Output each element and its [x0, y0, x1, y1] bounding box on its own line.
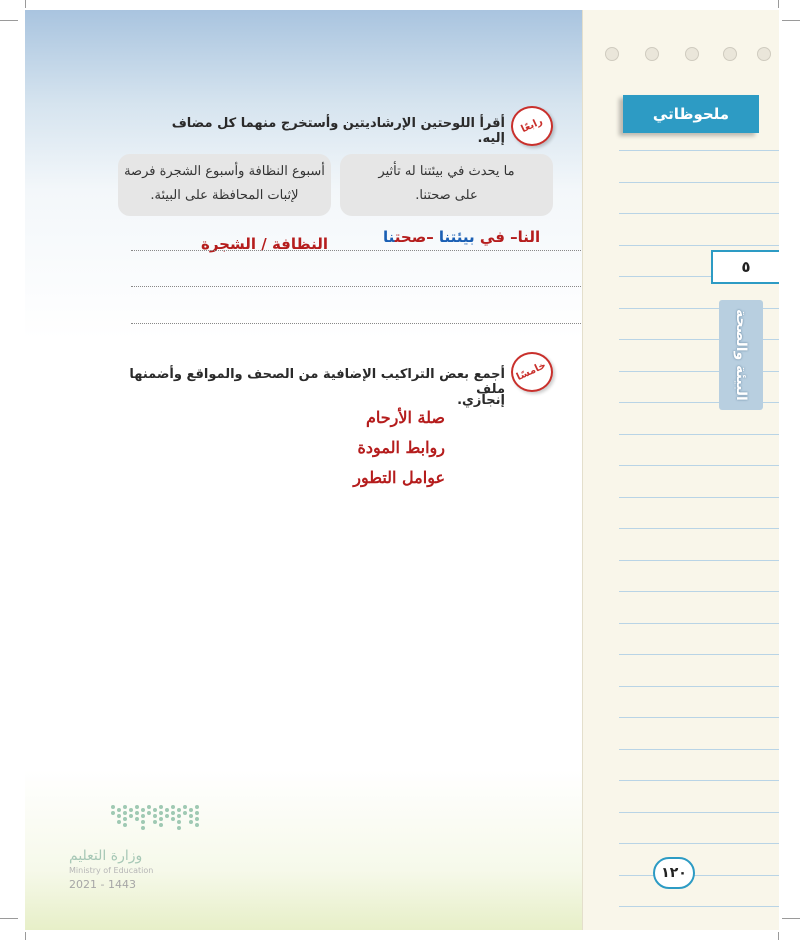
notes-page: [582, 10, 779, 930]
q5-answer: عوامل التطور: [353, 468, 445, 487]
crop-mark: [778, 0, 779, 8]
logo-dot: [159, 805, 163, 809]
binder-hole: [645, 47, 659, 61]
q5-prompt-line1: أجمع بعض التراكيب الإضافية من الصحف والمواقع وأضمنها ملف: [129, 367, 505, 397]
ruled-line: [619, 686, 779, 687]
binder-hole: [605, 47, 619, 61]
logo-dot: [165, 808, 169, 812]
logo-dot: [147, 805, 151, 809]
logo-dot: [123, 811, 127, 815]
logo-dot: [165, 814, 169, 818]
ruled-line: [619, 717, 779, 718]
ruled-line: [619, 528, 779, 529]
ruled-line: [619, 812, 779, 813]
logo-dot: [189, 814, 193, 818]
logo-dot: [171, 805, 175, 809]
crop-mark: [25, 0, 26, 8]
q4-badge: رابعًا: [511, 106, 553, 146]
logo-dot: [195, 811, 199, 815]
logo-dot: [117, 814, 121, 818]
logo-dot: [177, 826, 181, 830]
q4-prompt: أقرأ اللوحتين الإرشاديتين وأستخرج منهما كل مضاف إليه.: [171, 116, 505, 146]
q4-answer-right: [383, 228, 540, 246]
logo-dot: [129, 808, 133, 812]
sign-right-line1: ما يحدث في بيئتنا له تأثير: [378, 164, 515, 179]
logo-dot: [159, 811, 163, 815]
logo-dot: [177, 814, 181, 818]
crop-mark: [25, 932, 26, 940]
sign-box-left: [118, 154, 331, 216]
notes-title: ملحوظاتي: [623, 95, 759, 133]
sign-left-line1: أسبوع النظافة وأسبوع الشجرة فرصة: [124, 164, 325, 179]
logo-dot: [135, 811, 139, 815]
sign-left-line2: لإثبات المحافظة على البيئة.: [150, 188, 299, 203]
ruled-line: [619, 434, 779, 435]
logo-dot: [153, 808, 157, 812]
ruled-line: [619, 654, 779, 655]
crop-mark: [782, 20, 800, 21]
logo-dot: [153, 820, 157, 824]
answer-segment: بيئتنا: [438, 228, 475, 246]
binder-hole: [723, 47, 737, 61]
ruled-line: [619, 906, 779, 907]
logo-dot: [123, 823, 127, 827]
q5-answer: صلة الأرحام: [366, 408, 445, 427]
logo-dot: [171, 817, 175, 821]
main-page: [25, 10, 582, 930]
logo-dot: [177, 820, 181, 824]
answer-segment: –صحت: [394, 228, 439, 246]
logo-dot: [129, 814, 133, 818]
ruled-line: [619, 749, 779, 750]
ruled-line: [619, 623, 779, 624]
logo-dot: [147, 811, 151, 815]
logo-dot: [177, 808, 181, 812]
q5-prompt-line2: إنجازي.: [457, 393, 505, 408]
logo-dot: [159, 823, 163, 827]
logo-arabic: وزارة التعليم: [69, 848, 143, 864]
logo-dot: [159, 817, 163, 821]
binder-hole: [685, 47, 699, 61]
logo-dot: [123, 805, 127, 809]
logo-dot: [141, 826, 145, 830]
q4-answer-left: النظافة / الشجرة: [201, 235, 329, 253]
logo-dot: [123, 817, 127, 821]
logo-dot: [171, 811, 175, 815]
crop-mark: [0, 918, 18, 919]
unit-number: ٥: [711, 250, 779, 284]
ruled-line: [619, 875, 779, 876]
binder-hole: [757, 47, 771, 61]
answer-segment: نا: [383, 228, 395, 246]
logo-dot: [189, 808, 193, 812]
crop-mark: [782, 918, 800, 919]
logo-dot: [195, 817, 199, 821]
sign-right-line2: على صحتنا.: [415, 188, 478, 203]
ruled-line: [619, 780, 779, 781]
logo-dot: [117, 820, 121, 824]
unit-title: البيئة والصحة: [733, 309, 749, 401]
logo-dot: [135, 805, 139, 809]
ruled-line: [619, 182, 779, 183]
logo-dot: [141, 814, 145, 818]
answer-line: [131, 286, 585, 287]
logo-dot: [141, 808, 145, 812]
ruled-line: [619, 245, 779, 246]
logo-dot: [135, 817, 139, 821]
ruled-line: [619, 150, 779, 151]
logo-dot: [111, 811, 115, 815]
page-number: ١٢٠: [653, 857, 695, 889]
logo-dot: [189, 820, 193, 824]
logo-dot: [141, 820, 145, 824]
logo-dot: [111, 805, 115, 809]
logo-dot: [195, 823, 199, 827]
ruled-line: [619, 591, 779, 592]
crop-mark: [0, 20, 18, 21]
ruled-line: [619, 560, 779, 561]
q5-badge: خامسًا: [511, 352, 553, 392]
logo-dot: [183, 811, 187, 815]
q5-answer: روابط المودة: [357, 438, 445, 457]
logo-dot: [183, 805, 187, 809]
logo-dot: [117, 808, 121, 812]
logo-year: 2021 - 1443: [69, 878, 136, 891]
unit-title-tab: [719, 300, 763, 410]
logo-dot: [195, 805, 199, 809]
answer-line: [131, 323, 585, 324]
logo-dot: [153, 814, 157, 818]
logo-english: Ministry of Education: [69, 866, 154, 875]
crop-mark: [778, 932, 779, 940]
ruled-line: [619, 465, 779, 466]
answer-segment: النا– في: [474, 228, 541, 246]
sign-box-right: [340, 154, 553, 216]
answer-line: [131, 250, 585, 251]
ruled-line: [619, 843, 779, 844]
ruled-line: [619, 213, 779, 214]
ruled-line: [619, 497, 779, 498]
